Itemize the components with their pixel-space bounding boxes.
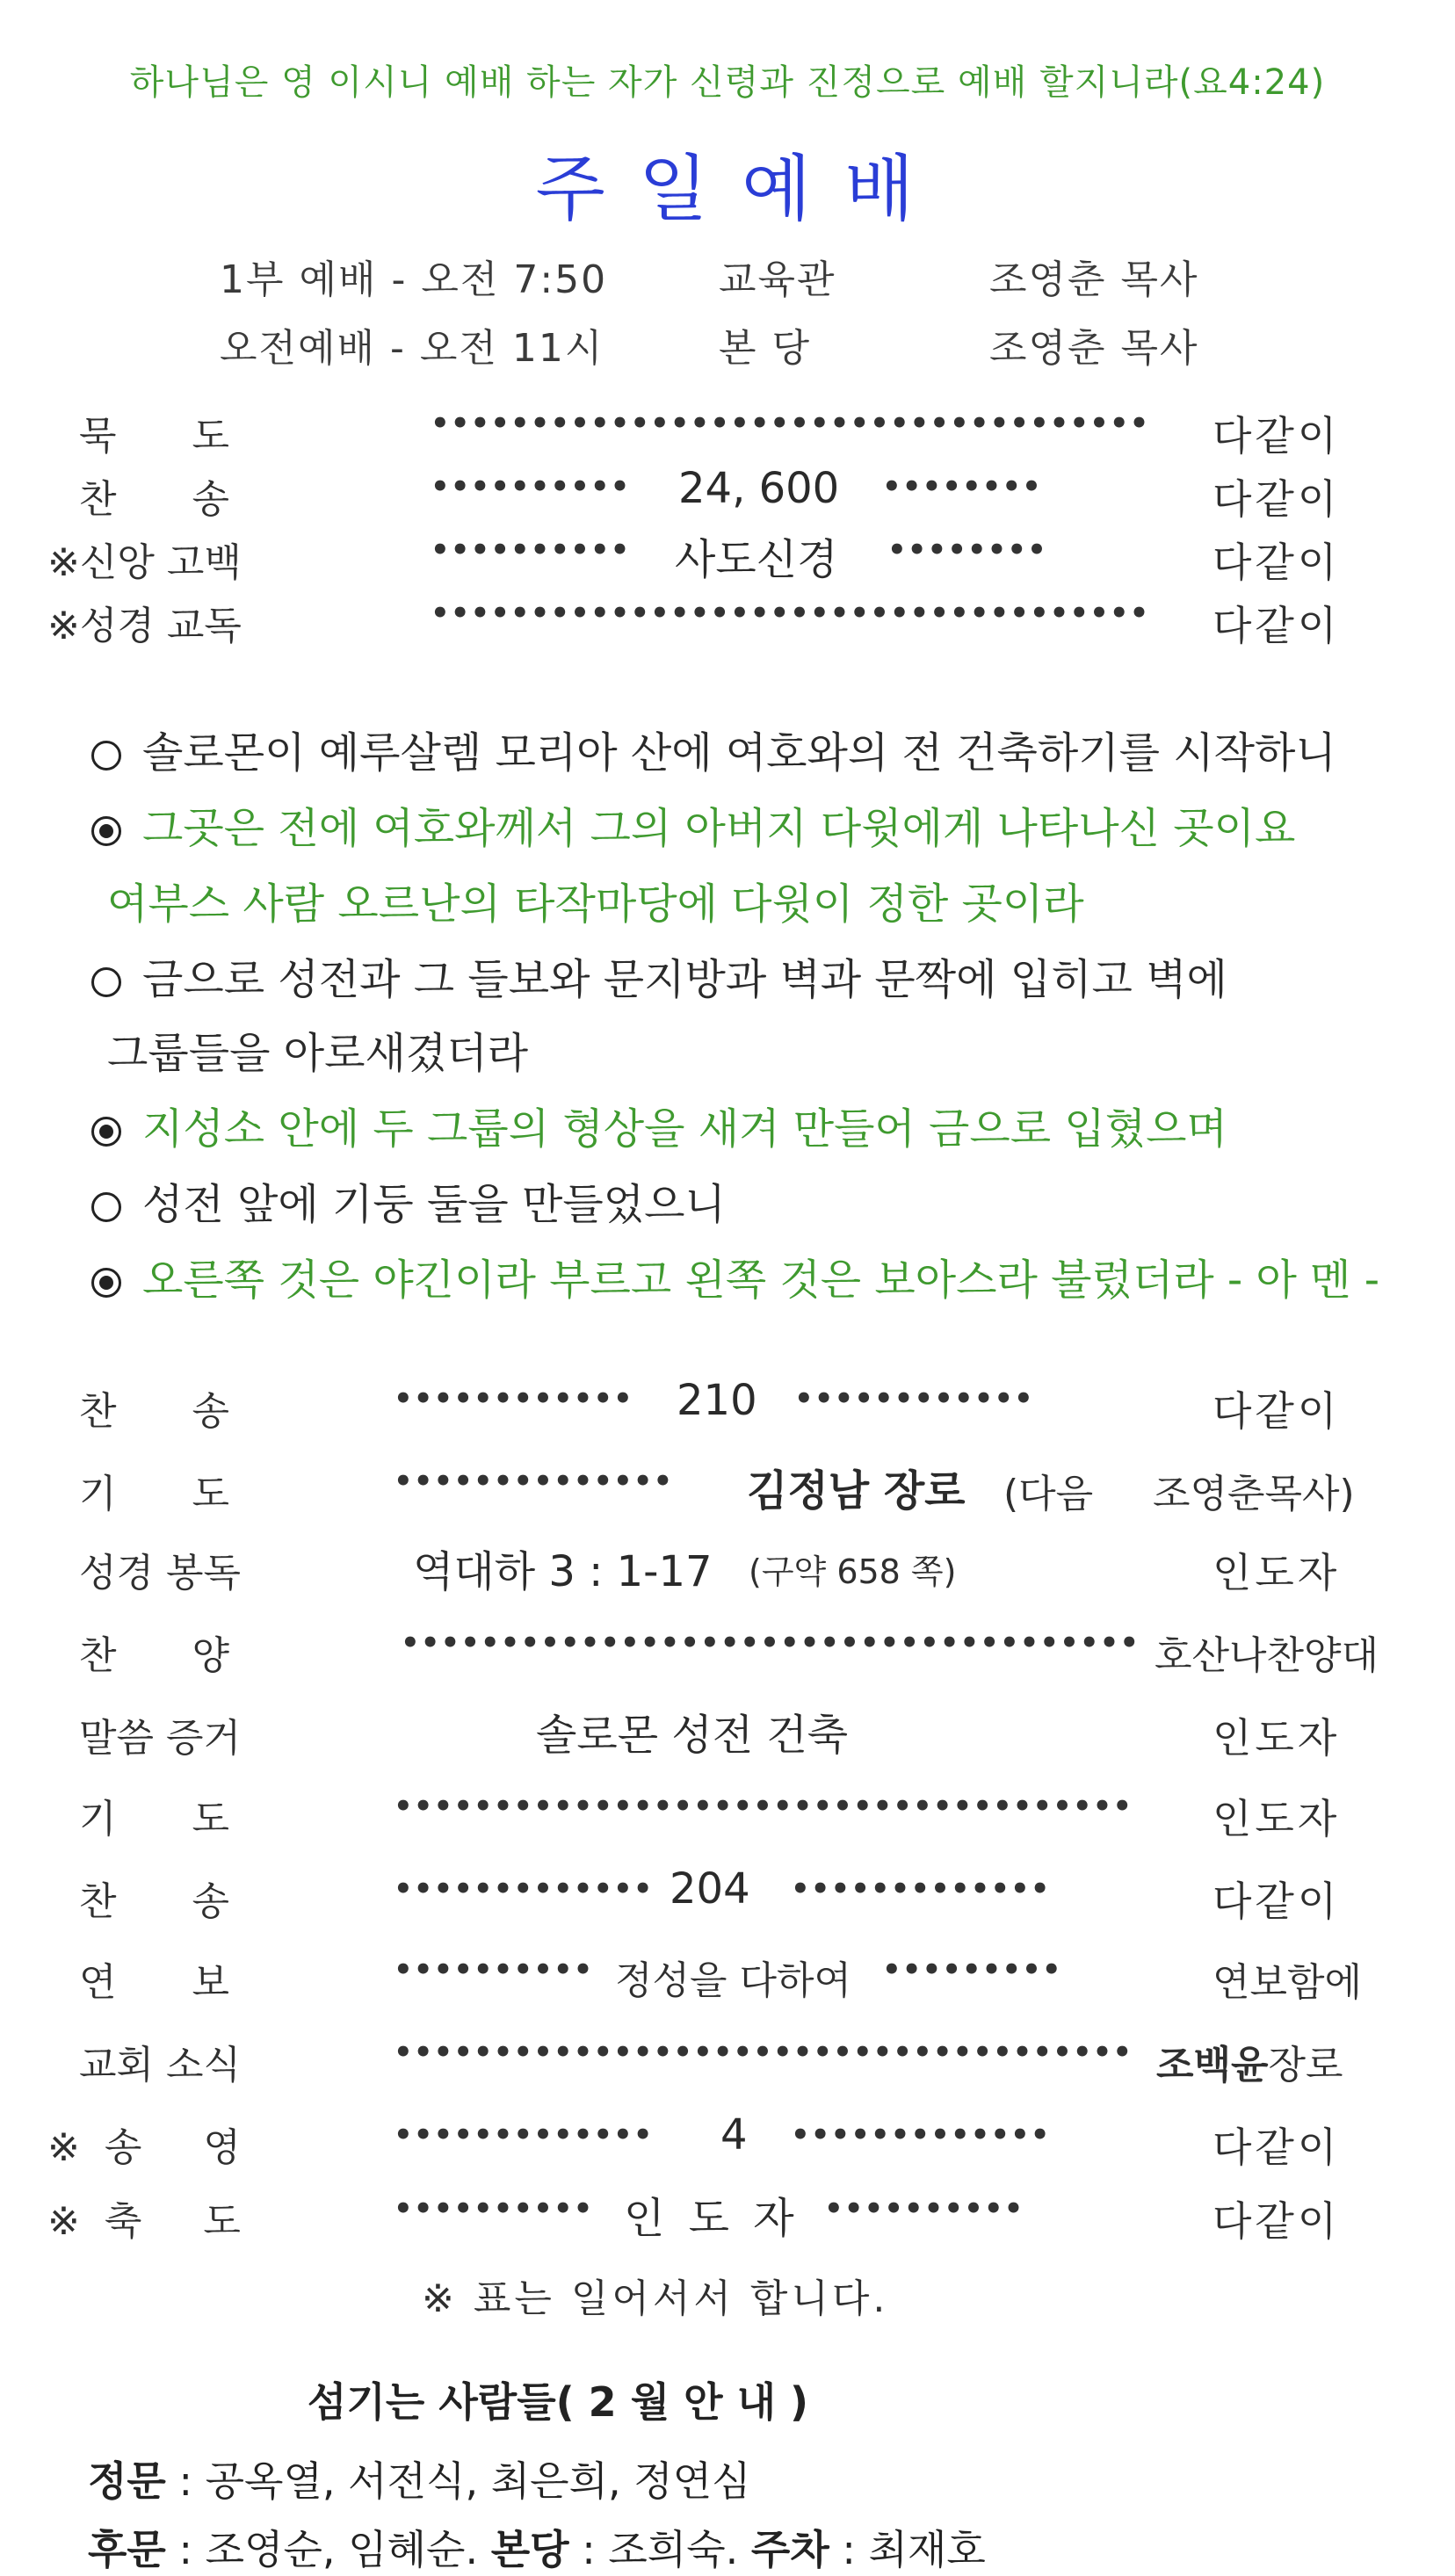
filled-circle-icon [91,1117,121,1147]
order-label: ※송 영 [47,2125,265,2170]
order-right: 다같이 [1212,539,1341,586]
leader-dots: •••••••••• [431,532,631,568]
order-middle: 4 [720,2110,748,2160]
order-label: 연 보 [79,1960,261,2005]
order-middle: 210 [677,1376,757,1425]
service-2-leader: 조영춘 목사 [989,326,1199,371]
reading-people-line: 오른쪽 것은 야긴이라 부르고 왼쪽 것은 보아스라 불렀더라 - 아 멘 - [91,1246,1379,1306]
order-right: 호산나찬양대 [1155,1633,1379,1678]
leader-dots: •••••••••• [394,1952,594,1987]
servants-heading: 섬기는 사람들( 2 월 안 내 ) [308,2378,809,2426]
order-middle: 인 도 자 [624,2194,800,2243]
filled-circle-icon [91,816,121,846]
leader-dots: •••••••••• [431,469,631,504]
reading-leader-line: 성전 앞에 기둥 둘을 만들었으니 [91,1170,726,1231]
leader-dots: •••••••• [882,469,1042,504]
order-middle: 사도신경 [675,535,838,584]
service-1-name: 1부 예배 - 오전 7:50 [220,257,608,302]
leader-dots: ••••••••••••••••••••••••••••••••••••• [401,1625,1140,1661]
leader-dots: •••••••••••••••••••••••••••••••••••• [431,596,1150,631]
order-label: ※축 도 [47,2199,265,2244]
order-right: 다같이 [1212,2124,1341,2171]
order-right: 다같이 [1212,475,1341,523]
service-1-leader: 조영춘 목사 [989,257,1199,302]
leader-dots: ••••••••••••• [394,2117,654,2153]
order-label: 기 도 [79,1797,261,1842]
order-label: 묵 도 [79,414,261,459]
header-verse: 하나님은 영 이시니 예배 하는 자가 신령과 진정으로 예배 할지니라(요4:24) [129,62,1326,103]
order-right: 다같이 [1212,1387,1341,1435]
order-label: ※성경 교독 [47,604,242,648]
service-1-place: 교육관 [719,257,836,302]
reading-leader-line: 금으로 성전과 그 들보와 문지방과 벽과 문짝에 입히고 벽에 [91,945,1227,1006]
reading-people-line: 여부스 사람 오르난의 타작마당에 다윗이 정한 곳이라 [107,879,1084,929]
leader-dots: •••••••• [887,532,1047,568]
reading-leader-line: 솔로몬이 예루살렘 모리아 산에 여호와의 전 건축하기를 시작하니 [91,719,1336,779]
scripture-page: (구약 658 쪽) [749,1552,957,1591]
leader-dots: ••••••••• [882,1952,1062,1987]
order-middle: 24, 600 [678,464,840,513]
order-label: 기 도 [79,1472,261,1516]
order-middle: 204 [670,1864,750,1914]
reading-people-line: 그곳은 전에 여호와께서 그의 아버지 다윗에게 나타나신 곳이요 [91,794,1295,855]
scripture-reference: 역대하 3 : 1-17 [413,1547,713,1596]
leader-dots: •••••••••••• [394,1381,633,1416]
order-right: 인도자 [1212,1549,1341,1596]
leader-dots: •••••••••••••••••••••••••••••••••••• [431,406,1150,441]
order-right: 다같이 [1212,412,1341,459]
order-right: 다같이 [1212,602,1341,649]
leader-dots: ••••••••••••• [394,1871,654,1907]
order-label: 말씀 증거 [79,1716,242,1761]
leader-dots: ••••••••••••••••••••••••••••••••••••• [394,1789,1133,1824]
servants-line-2: 후문 : 조영순, 임혜순. 본당 : 조희숙. 주차 : 최재호 [88,2526,986,2573]
reading-leader-line: 그룹들을 아로새겼더라 [107,1029,528,1078]
order-right: 다같이 [1212,2197,1341,2245]
leader-dots: ••••••••••••• [791,2117,1051,2153]
order-right: 조백윤장로 [1156,2043,1343,2088]
leader-dots: •••••••••• [394,2191,594,2226]
leader-dots: ••••••••••••• [791,1871,1051,1907]
filled-circle-icon [91,1268,121,1298]
order-right: 인도자 [1212,1714,1341,1762]
leader-dots: ••••••••••••••••••••••••••••••••••••• [394,2035,1133,2070]
order-label: 성경 봉독 [79,1551,242,1596]
order-label: 교회 소식 [79,2043,242,2088]
service-2-place: 본 당 [719,326,811,371]
order-right: 인도자 [1212,1795,1341,1842]
order-middle: 김정남 장로 [747,1466,966,1516]
open-circle-icon [91,741,121,771]
service-2-name: 오전예배 - 오전 11시 [220,326,604,371]
order-label: 찬 송 [79,1389,261,1434]
order-right: 다같이 [1212,1878,1341,1925]
open-circle-icon [91,1192,121,1222]
order-label: 찬 송 [79,477,261,522]
order-label: 찬 송 [79,1879,261,1924]
sermon-title: 솔로몬 성전 건축 [536,1711,849,1760]
page-title: 주 일 예 배 [535,148,920,231]
leader-dots: •••••••••••••• [394,1464,674,1499]
leader-dots: •••••••••• [824,2191,1024,2226]
order-note: (다음 [1003,1472,1094,1516]
order-right: 연보함에 [1212,1960,1363,2005]
order-middle: 정성을 다하여 [615,1958,852,2003]
standing-note: ※ 표는 일어서서 합니다. [422,2276,889,2321]
order-label: ※신앙 고백 [47,540,242,585]
order-right: 조영춘목사) [1153,1472,1355,1516]
reading-people-line: 지성소 안에 두 그룹의 형상을 새겨 만들어 금으로 입혔으며 [91,1095,1227,1155]
servants-line-1: 정문 : 공옥열, 서전식, 최은희, 정연심 [88,2457,751,2505]
open-circle-icon [91,967,121,997]
leader-dots: •••••••••••• [794,1381,1034,1416]
order-label: 찬 양 [79,1633,261,1678]
